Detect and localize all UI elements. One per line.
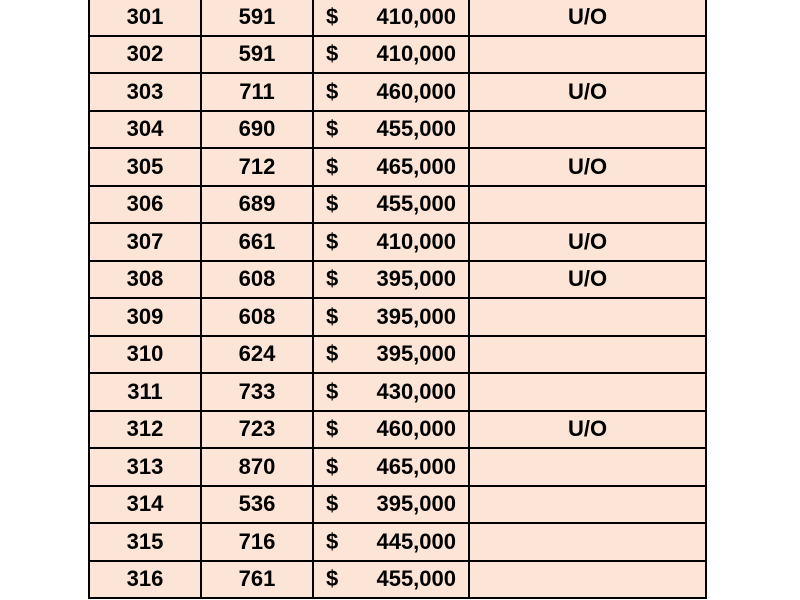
status-cell — [469, 523, 706, 561]
currency-symbol: $ — [326, 153, 339, 179]
price-amount: 395,000 — [376, 491, 456, 517]
price-cell — [313, 186, 469, 224]
currency-symbol: $ — [326, 416, 339, 442]
table-row — [89, 148, 706, 186]
currency-symbol: $ — [326, 3, 339, 29]
currency-symbol: $ — [326, 78, 339, 104]
price-amount: 460,000 — [376, 78, 456, 104]
price-amount: 395,000 — [376, 341, 456, 367]
unit-number-cell: 303 — [89, 73, 201, 111]
price-amount: 445,000 — [376, 528, 456, 554]
square-feet-cell: 591 — [201, 0, 313, 36]
status-cell — [469, 561, 706, 599]
square-feet-cell: 733 — [201, 373, 313, 411]
price-cell — [313, 373, 469, 411]
price-amount: 395,000 — [376, 266, 456, 292]
square-feet-cell: 689 — [201, 186, 313, 224]
square-feet-cell: 870 — [201, 448, 313, 486]
square-feet-cell: 661 — [201, 223, 313, 261]
unit-number-cell: 301 — [89, 0, 201, 36]
price-amount: 410,000 — [376, 41, 456, 67]
unit-number-cell: 313 — [89, 448, 201, 486]
table-row — [89, 448, 706, 486]
price-cell — [313, 111, 469, 149]
unit-number-cell: 315 — [89, 523, 201, 561]
price-amount: 395,000 — [376, 303, 456, 329]
price-amount: 410,000 — [376, 228, 456, 254]
price-cell — [313, 223, 469, 261]
unit-number-cell: 304 — [89, 111, 201, 149]
square-feet-cell: 711 — [201, 73, 313, 111]
price-amount: 455,000 — [376, 191, 456, 217]
price-amount: 430,000 — [376, 378, 456, 404]
unit-number-cell: 311 — [89, 373, 201, 411]
units-table-body — [89, 0, 706, 598]
table-row — [89, 261, 706, 299]
currency-symbol: $ — [326, 341, 339, 367]
currency-symbol: $ — [326, 303, 339, 329]
price-cell — [313, 336, 469, 374]
price-amount: 455,000 — [376, 116, 456, 142]
currency-symbol: $ — [326, 116, 339, 142]
currency-symbol: $ — [326, 528, 339, 554]
currency-symbol: $ — [326, 266, 339, 292]
square-feet-cell: 591 — [201, 36, 313, 74]
price-cell — [313, 148, 469, 186]
price-amount: 455,000 — [376, 566, 456, 592]
table-row — [89, 36, 706, 74]
square-feet-cell: 608 — [201, 261, 313, 299]
unit-number-cell: 314 — [89, 486, 201, 524]
table-row — [89, 561, 706, 599]
status-cell — [469, 298, 706, 336]
currency-symbol: $ — [326, 378, 339, 404]
status-cell — [469, 448, 706, 486]
status-cell: U/O — [469, 148, 706, 186]
currency-symbol: $ — [326, 566, 339, 592]
square-feet-cell: 536 — [201, 486, 313, 524]
status-cell — [469, 36, 706, 74]
status-cell: U/O — [469, 261, 706, 299]
price-amount: 465,000 — [376, 153, 456, 179]
table-row — [89, 0, 706, 36]
price-cell — [313, 523, 469, 561]
status-cell — [469, 486, 706, 524]
table-row — [89, 111, 706, 149]
currency-symbol: $ — [326, 228, 339, 254]
price-cell — [313, 0, 469, 36]
status-cell — [469, 186, 706, 224]
currency-symbol: $ — [326, 41, 339, 67]
unit-number-cell: 302 — [89, 36, 201, 74]
unit-number-cell: 312 — [89, 411, 201, 449]
table-row — [89, 336, 706, 374]
unit-number-cell: 316 — [89, 561, 201, 599]
table-row — [89, 486, 706, 524]
price-cell — [313, 73, 469, 111]
table-row — [89, 523, 706, 561]
status-cell: U/O — [469, 223, 706, 261]
price-cell — [313, 298, 469, 336]
unit-number-cell: 310 — [89, 336, 201, 374]
status-cell — [469, 336, 706, 374]
units-table — [88, 0, 707, 599]
unit-number-cell: 308 — [89, 261, 201, 299]
price-cell — [313, 36, 469, 74]
price-cell — [313, 448, 469, 486]
square-feet-cell: 723 — [201, 411, 313, 449]
price-amount: 410,000 — [376, 3, 456, 29]
square-feet-cell: 716 — [201, 523, 313, 561]
price-cell — [313, 261, 469, 299]
unit-number-cell: 309 — [89, 298, 201, 336]
table-row — [89, 373, 706, 411]
table-row — [89, 411, 706, 449]
square-feet-cell: 761 — [201, 561, 313, 599]
price-amount: 465,000 — [376, 453, 456, 479]
square-feet-cell: 690 — [201, 111, 313, 149]
square-feet-cell: 624 — [201, 336, 313, 374]
table-row — [89, 73, 706, 111]
status-cell — [469, 373, 706, 411]
price-cell — [313, 486, 469, 524]
currency-symbol: $ — [326, 491, 339, 517]
table-row — [89, 223, 706, 261]
status-cell: U/O — [469, 0, 706, 36]
table-row — [89, 298, 706, 336]
status-cell — [469, 111, 706, 149]
status-cell: U/O — [469, 73, 706, 111]
price-cell — [313, 561, 469, 599]
unit-number-cell: 305 — [89, 148, 201, 186]
price-cell — [313, 411, 469, 449]
table-row — [89, 186, 706, 224]
unit-number-cell: 307 — [89, 223, 201, 261]
price-amount: 460,000 — [376, 416, 456, 442]
square-feet-cell: 712 — [201, 148, 313, 186]
square-feet-cell: 608 — [201, 298, 313, 336]
currency-symbol: $ — [326, 191, 339, 217]
currency-symbol: $ — [326, 453, 339, 479]
status-cell: U/O — [469, 411, 706, 449]
unit-number-cell: 306 — [89, 186, 201, 224]
